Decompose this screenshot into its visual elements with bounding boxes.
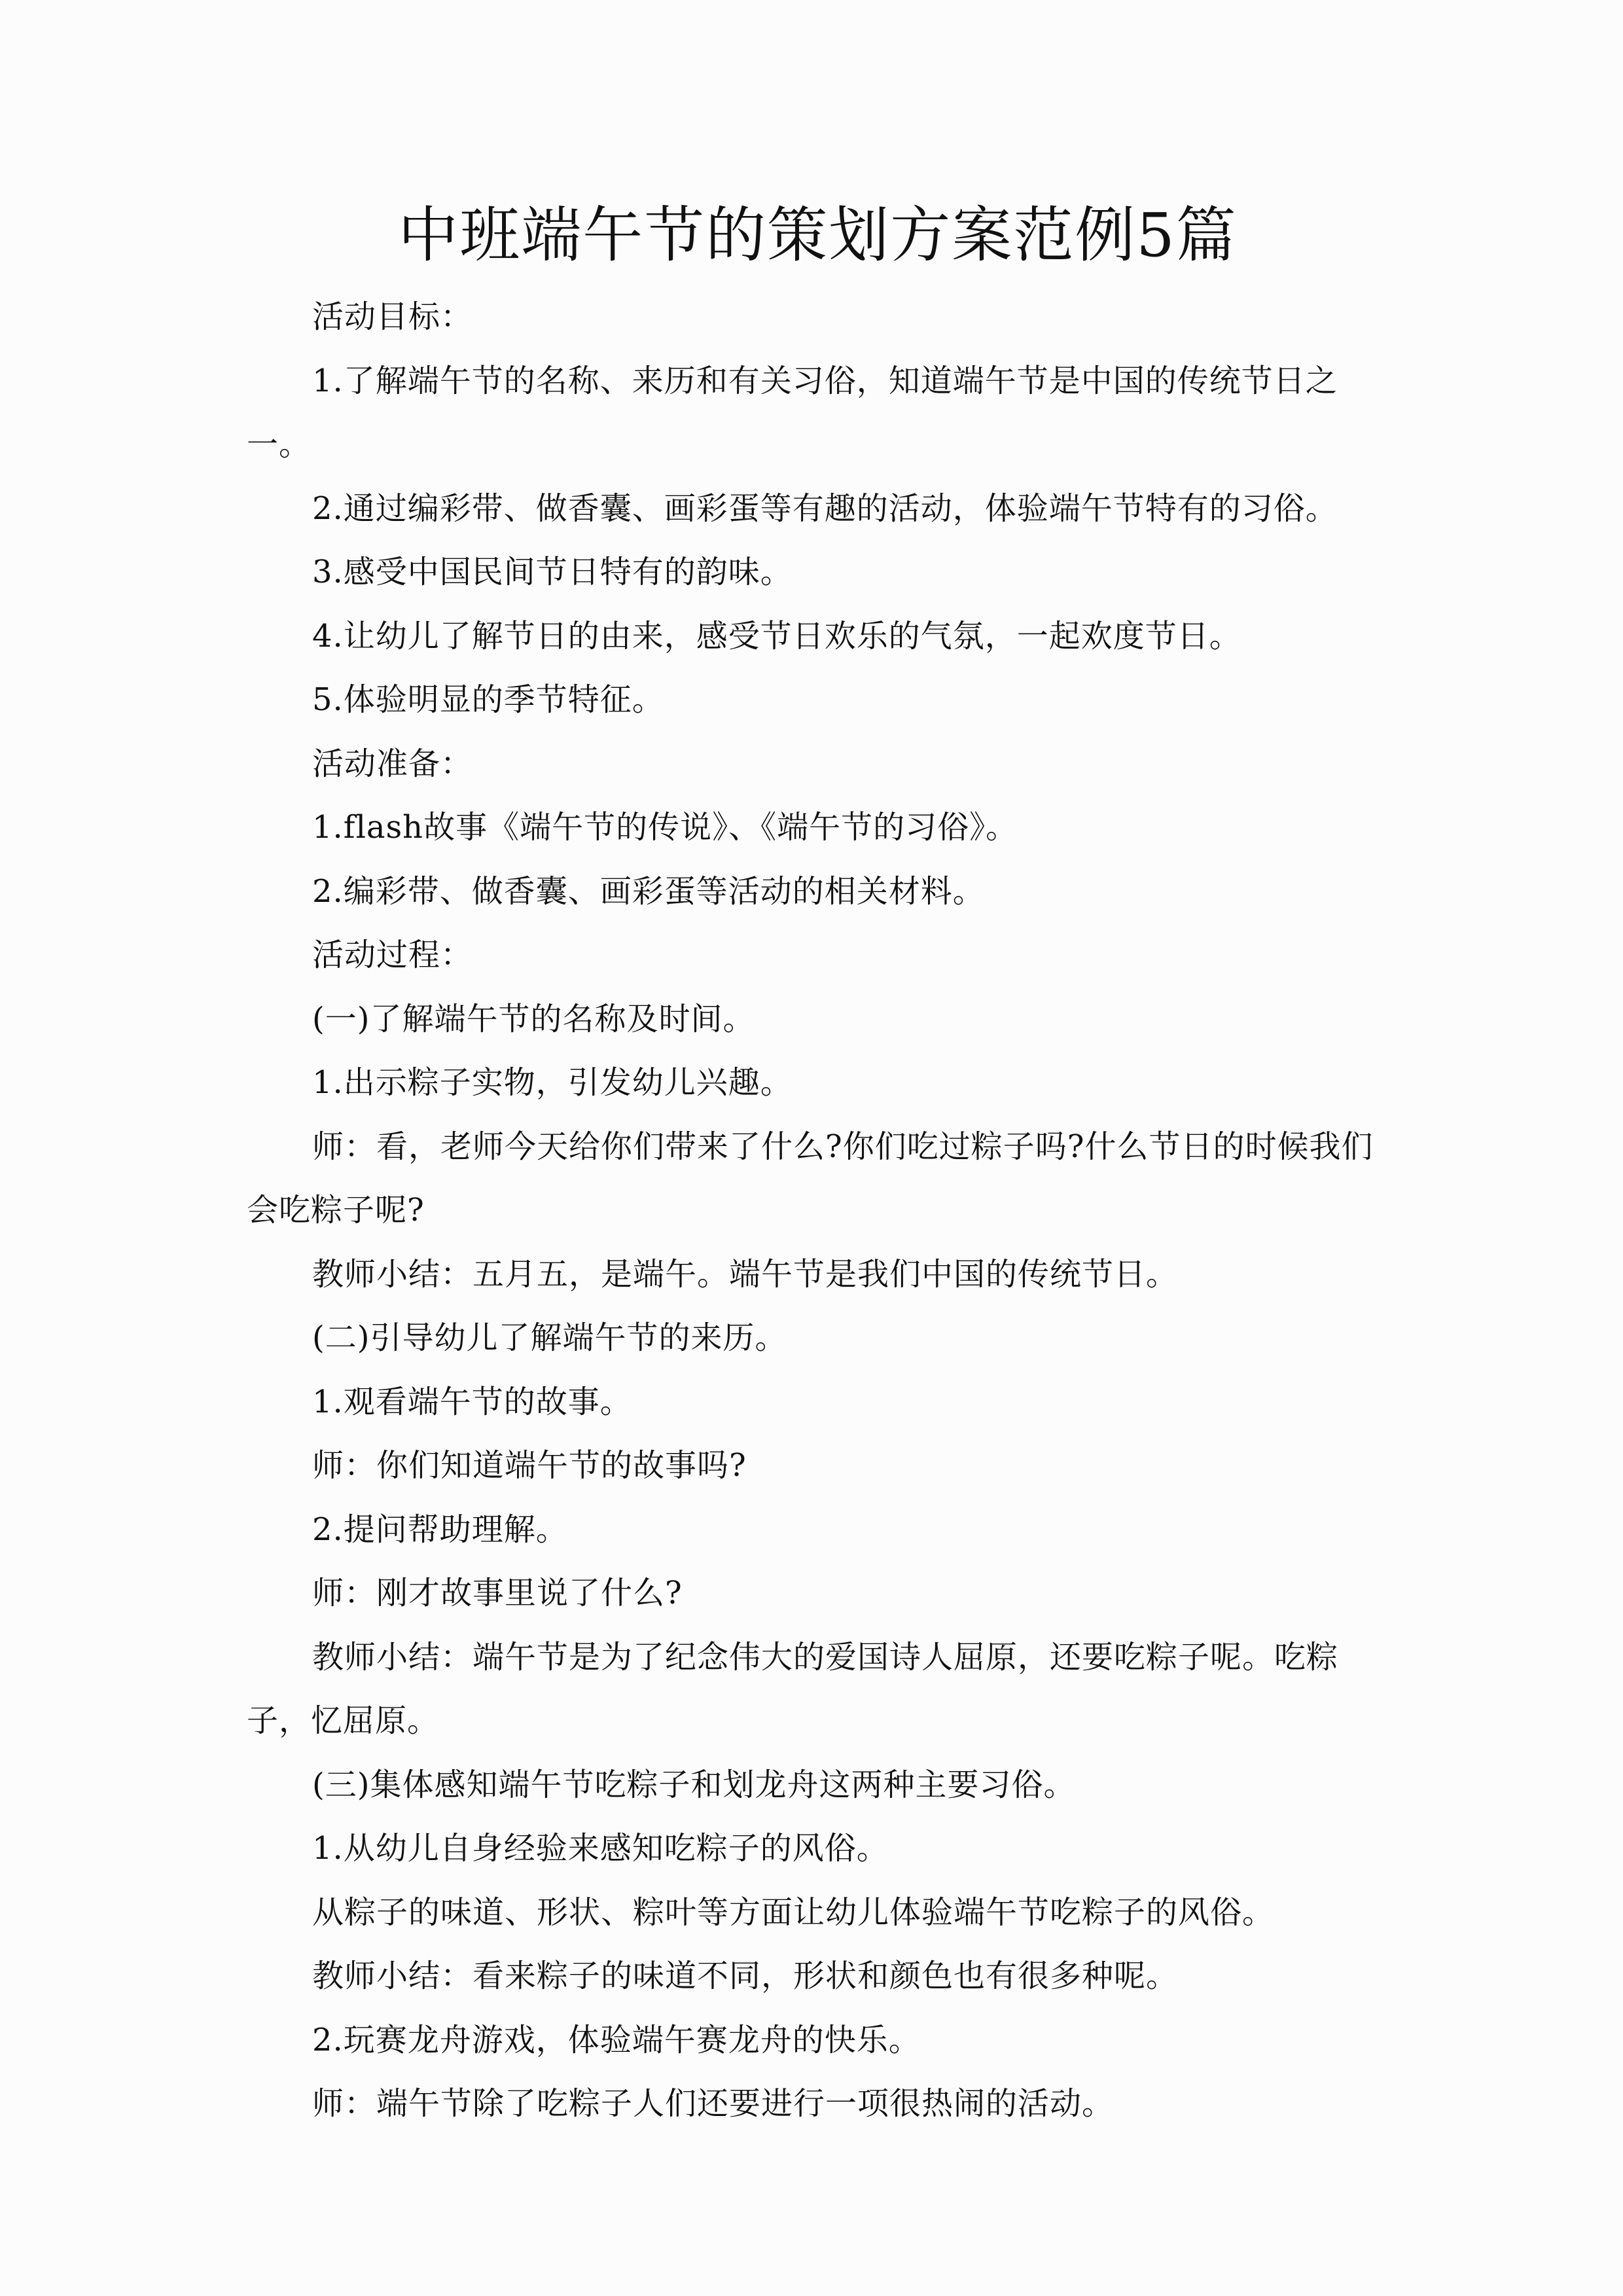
- teacher-summary: 教师小结：端午节是为了纪念伟大的爱国诗人屈原，还要吃粽子呢。吃粽子，忆屈原。: [247, 1638, 1339, 1739]
- goal-item: 5.体验明显的季节特征。: [312, 681, 664, 718]
- teacher-dialogue: 师：看，老师今天给你们带来了什么?你们吃过粽子吗?什么节日的时候我们会吃粽子呢?: [247, 1128, 1374, 1229]
- process-item: 1.观看端午节的故事。: [312, 1383, 632, 1420]
- teacher-dialogue: 师：端午节除了吃粽子人们还要进行一项很热闹的活动。: [312, 2085, 1115, 2122]
- process-item: 1.出示粽子实物，引发幼儿兴趣。: [312, 1064, 793, 1101]
- document-title: 中班端午节的策划方案范例5篇: [398, 200, 1238, 270]
- process-item: 2.提问帮助理解。: [312, 1511, 568, 1548]
- process-step-heading: (一)了解端午节的名称及时间。: [312, 1000, 755, 1037]
- teacher-dialogue: 师：你们知道端午节的故事吗?: [312, 1447, 747, 1484]
- process-description: 从粽子的味道、形状、粽叶等方面让幼儿体验端午节吃粽子的风俗。: [312, 1893, 1275, 1931]
- goal-item: 3.感受中国民间节日特有的韵味。: [312, 554, 793, 590]
- preparation-item: 2.编彩带、做香囊、画彩蛋等活动的相关材料。: [312, 872, 985, 910]
- goal-item: 1.了解端午节的名称、来历和有关习俗，知道端午节是中国的传统节日之一。: [247, 362, 1338, 463]
- teacher-dialogue: 师：刚才故事里说了什么?: [312, 1575, 683, 1611]
- document-body: [247, 285, 1389, 2136]
- section-heading-preparation: 活动准备：: [312, 745, 473, 782]
- process-item: 1.从幼儿自身经验来感知吃粽子的风俗。: [312, 1830, 889, 1867]
- process-step-heading: (三)集体感知端午节吃粽子和划龙舟这两种主要习俗。: [312, 1766, 1076, 1803]
- process-item: 2.玩赛龙舟游戏，体验端午赛龙舟的快乐。: [312, 2021, 921, 2058]
- goal-item: 4.让幼儿了解节日的由来，感受节日欢乐的气氛，一起欢度节日。: [312, 617, 1241, 655]
- preparation-item: 1.flash故事《端午节的传说》、《端午节的习俗》。: [312, 809, 1018, 846]
- section-heading-goals: 活动目标：: [312, 298, 473, 335]
- section-heading-process: 活动过程：: [312, 937, 473, 973]
- goal-item: 2.通过编彩带、做香囊、画彩蛋等有趣的活动，体验端午节特有的习俗。: [312, 490, 1338, 527]
- teacher-summary: 教师小结：看来粽子的味道不同，形状和颜色也有很多种呢。: [312, 1958, 1179, 1994]
- teacher-summary: 教师小结：五月五，是端午。端午节是我们中国的传统节日。: [312, 1255, 1179, 1293]
- process-step-heading: (二)引导幼儿了解端午节的来历。: [312, 1319, 787, 1356]
